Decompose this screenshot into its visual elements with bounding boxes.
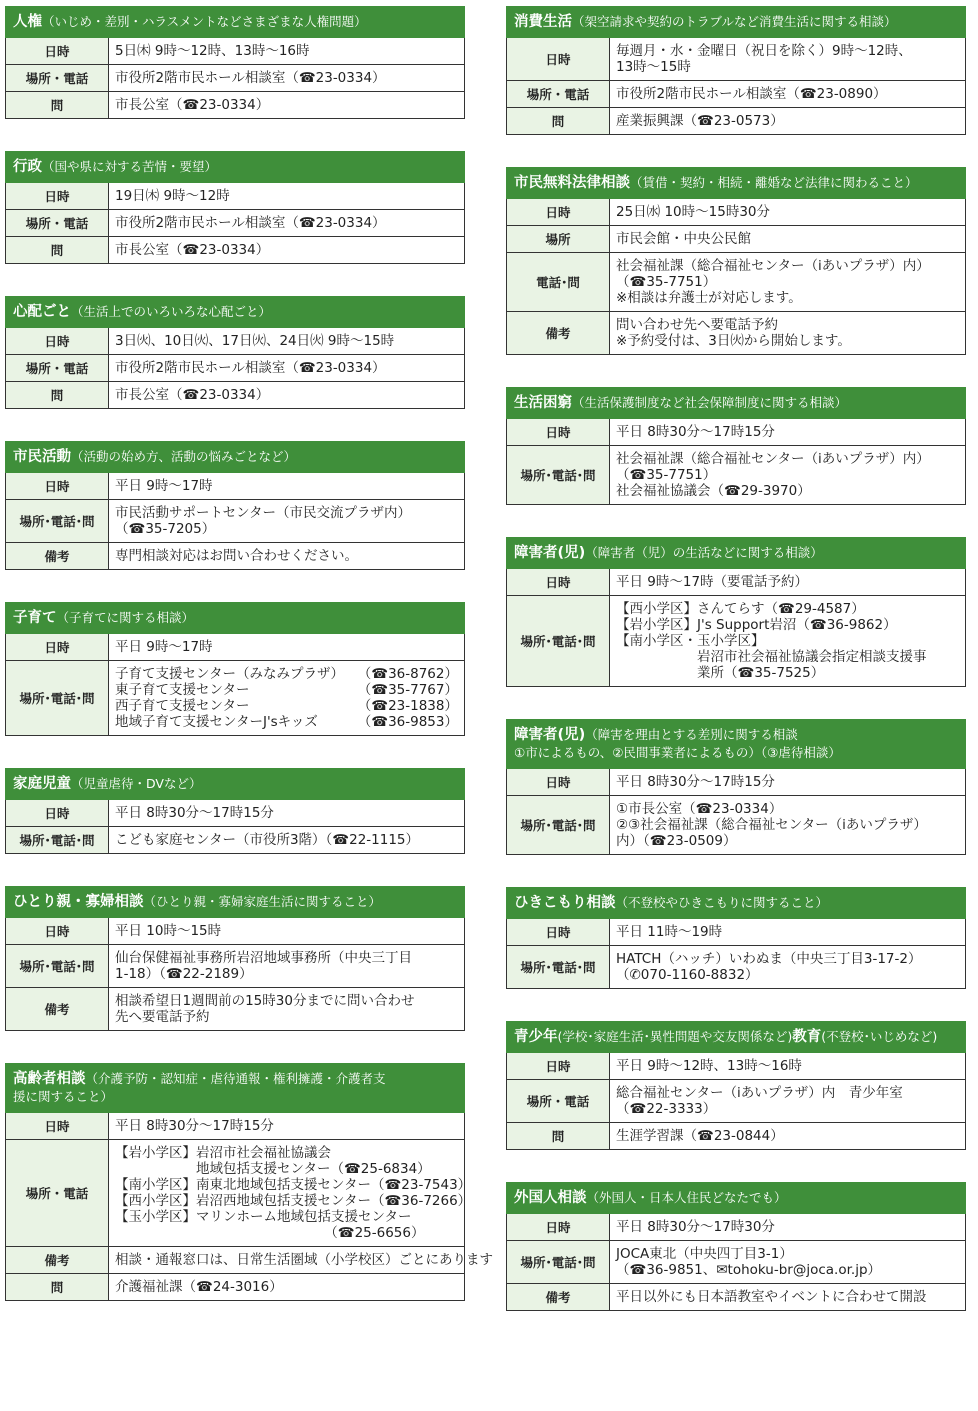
row-line: 毎週月・水・金曜日（祝日を除く）9時～12時、 xyxy=(616,43,912,59)
row-label: 場所･電話･問 xyxy=(507,1241,610,1283)
card-header xyxy=(5,886,465,918)
info-row xyxy=(506,81,966,108)
row-line: 岩沼市社会福祉協議会指定相談支援事 xyxy=(616,649,927,665)
card-header xyxy=(5,151,465,183)
row-value xyxy=(109,473,464,499)
consultation-card xyxy=(5,886,465,1031)
row-value xyxy=(610,1241,965,1283)
row-line: （☎25-6656） xyxy=(115,1225,425,1241)
row-line: 25日㈬ 10時～15時30分 xyxy=(616,204,771,220)
info-row xyxy=(5,355,465,382)
card-subtitle: （障害者（児）の生活などに関する相談） xyxy=(585,545,823,560)
info-row xyxy=(5,945,465,988)
row-value xyxy=(109,661,464,735)
row-value xyxy=(109,65,464,91)
row-line: 市役所2階市民ホール相談室（☎23-0890） xyxy=(616,86,887,102)
row-value xyxy=(610,108,965,134)
row-label: 日時 xyxy=(6,800,109,826)
row-label: 場所･電話･問 xyxy=(507,946,610,988)
info-row xyxy=(506,946,966,989)
row-label: 場所・電話 xyxy=(6,1140,109,1246)
card-title: 心配ごと xyxy=(13,304,71,320)
row-value xyxy=(610,199,965,225)
row-value xyxy=(109,355,464,381)
info-row xyxy=(5,918,465,945)
row-line: （☎35-7751） xyxy=(616,467,717,483)
card-subtitle: （外国人・日本人住民どなたでも） xyxy=(586,1190,787,1205)
card-subtitle: (学校･家庭生活･異性問題や交友関係など) xyxy=(557,1029,793,1044)
row-line: 平日 8時30分～17時15分 xyxy=(115,1118,274,1134)
card-subtitle: （いじめ・差別・ハラスメントなどさまざまな人権問題） xyxy=(42,14,367,29)
row-label: 場所・電話 xyxy=(6,65,109,91)
card-subtitle: （生活保護制度など社会保障制度に関する相談） xyxy=(572,395,848,410)
card-title: 市民無料法律相談 xyxy=(514,175,630,191)
card-subtitle: （介護予防・認知症・虐待通報・権利擁護・介護者支 xyxy=(85,1071,386,1086)
pair-tel: （☎36-8762） xyxy=(357,666,458,682)
card-header xyxy=(506,387,966,419)
info-row xyxy=(506,226,966,253)
consultation-card xyxy=(5,151,465,264)
row-label: 問 xyxy=(6,382,109,408)
info-row xyxy=(5,210,465,237)
card-subtitle: （賃借・契約・相続・離婚など法律に関わること） xyxy=(630,175,918,190)
card-subtitle: （活動の始め方、活動の悩みごとなど） xyxy=(71,449,297,464)
row-value xyxy=(109,634,464,660)
info-row xyxy=(5,38,465,65)
info-row xyxy=(5,543,465,570)
info-row xyxy=(506,796,966,855)
consultation-card xyxy=(5,296,465,409)
row-line: 13時～15時 xyxy=(616,59,691,75)
row-label: 備考 xyxy=(6,988,109,1030)
info-row xyxy=(506,38,966,81)
row-label: 電話･問 xyxy=(507,253,610,311)
card-subtitle: （子育てに関する相談） xyxy=(56,610,195,625)
row-label: 日時 xyxy=(6,634,109,660)
row-value xyxy=(109,543,464,569)
row-line: ②③社会福祉課（総合福祉センター（iあいプラザ） xyxy=(616,817,927,833)
row-label: 場所･電話･問 xyxy=(507,596,610,686)
info-row xyxy=(506,769,966,796)
info-row xyxy=(506,596,966,687)
row-label: 場所・電話 xyxy=(507,81,610,107)
row-line: （☎35-7751） xyxy=(616,274,717,290)
info-row xyxy=(5,634,465,661)
card-title: 人権 xyxy=(13,14,42,30)
info-row xyxy=(5,473,465,500)
info-row xyxy=(5,328,465,355)
row-value xyxy=(610,226,965,252)
row-line: 市役所2階市民ホール相談室（☎23-0334） xyxy=(115,215,386,231)
info-row xyxy=(506,569,966,596)
consultation-card xyxy=(506,719,966,855)
row-line: 平日 9時～17時 xyxy=(115,478,213,494)
info-row xyxy=(506,1080,966,1123)
row-line: 生涯学習課（☎23-0844） xyxy=(616,1128,784,1144)
card-title: ひとり親・寡婦相談 xyxy=(13,894,144,910)
card-title: 青少年 xyxy=(514,1029,558,1045)
row-line: 社会福祉課（総合福祉センター（iあいプラザ）内） xyxy=(616,258,930,274)
info-row xyxy=(506,253,966,312)
row-label: 備考 xyxy=(507,1284,610,1310)
row-label: 日時 xyxy=(6,918,109,944)
card-header xyxy=(506,1021,966,1053)
consultation-card xyxy=(5,441,465,570)
row-label: 場所・電話 xyxy=(6,355,109,381)
row-label: 日時 xyxy=(6,473,109,499)
card-title: 行政 xyxy=(13,159,42,175)
row-value xyxy=(109,500,464,542)
consultation-card xyxy=(506,167,966,355)
row-line: 平日 8時30分～17時15分 xyxy=(115,805,274,821)
card-header xyxy=(506,167,966,199)
info-row xyxy=(506,1284,966,1311)
row-line: 社会福祉課（総合福祉センター（iあいプラザ）内） xyxy=(616,451,930,467)
row-value xyxy=(610,1123,965,1149)
row-line: 業所（☎35-7525） xyxy=(616,665,825,681)
pair-line xyxy=(115,698,458,714)
row-line: 社会福祉協議会（☎29-3970） xyxy=(616,483,811,499)
row-label: 場所・電話 xyxy=(6,210,109,236)
card-header xyxy=(5,296,465,328)
consultation-card xyxy=(506,387,966,505)
pair-line xyxy=(115,682,458,698)
row-line: 【南小学区】南東北地域包括支援センター（☎23-7543） xyxy=(115,1177,472,1193)
row-value xyxy=(109,800,464,826)
row-value xyxy=(109,945,464,987)
row-label: 場所･電話･問 xyxy=(6,945,109,987)
card-header xyxy=(5,768,465,800)
row-line: 1-18）（☎22-2189） xyxy=(115,966,253,982)
row-line: 介護福祉課（☎24-3016） xyxy=(115,1279,283,1295)
row-line: 産業振興課（☎23-0573） xyxy=(616,113,784,129)
row-label: 日時 xyxy=(507,1214,610,1240)
info-row xyxy=(506,1214,966,1241)
row-line: 【西小学区】さんてらす（☎29-4587） xyxy=(616,601,865,617)
row-line: （✆070-1160-8832） xyxy=(616,967,759,983)
info-row xyxy=(5,827,465,854)
card-header xyxy=(5,1063,465,1113)
row-value xyxy=(610,1284,965,1310)
card-header xyxy=(506,1182,966,1214)
card-title: 市民活動 xyxy=(13,449,71,465)
row-line: （☎22-3333） xyxy=(616,1101,717,1117)
info-row xyxy=(5,500,465,543)
info-row xyxy=(5,65,465,92)
card-subtitle: （架空請求や契約のトラブルなど消費生活に関する相談） xyxy=(572,14,897,29)
row-label: 問 xyxy=(507,108,610,134)
row-value xyxy=(109,1113,464,1139)
row-line: ※予約受付は、3日㈫から開始します。 xyxy=(616,333,851,349)
card-subtitle-3: (不登校･いじめなど) xyxy=(821,1029,938,1044)
row-label: 日時 xyxy=(507,919,610,945)
row-label: 備考 xyxy=(6,1247,109,1273)
card-header xyxy=(506,6,966,38)
row-label: 日時 xyxy=(507,38,610,80)
row-value xyxy=(610,312,965,354)
row-line: 【岩小学区】岩沼市社会福祉協議会 xyxy=(115,1145,331,1161)
row-line: 平日 9時～17時（要電話予約） xyxy=(616,574,809,590)
row-label: 日時 xyxy=(6,183,109,209)
consultation-card xyxy=(506,6,966,135)
info-row xyxy=(5,1274,465,1301)
row-line: 3日㈫、10日㈫、17日㈫、24日㈫ 9時～15時 xyxy=(115,333,395,349)
row-line: 市長公室（☎23-0334） xyxy=(115,387,270,403)
row-value xyxy=(109,328,464,354)
card-title: 生活困窮 xyxy=(514,395,572,411)
row-label: 場所･電話･問 xyxy=(6,500,109,542)
row-line: 平日 8時30分～17時30分 xyxy=(616,1219,775,1235)
row-line: ①市長公室（☎23-0334） xyxy=(616,801,783,817)
row-line: 【玉小学区】マリンホーム地域包括支援センター xyxy=(115,1209,412,1225)
row-value xyxy=(109,1247,499,1273)
card-subtitle: （障害を理由とする差別に関する相談 xyxy=(585,727,798,742)
info-row xyxy=(5,1113,465,1140)
card-header xyxy=(5,441,465,473)
row-line: HATCH（ハッチ）いわぬま（中央三丁目3-17-2） xyxy=(616,951,922,967)
row-label: 日時 xyxy=(6,38,109,64)
row-line: 5日㈭ 9時～12時、13時～16時 xyxy=(115,43,310,59)
info-row xyxy=(506,919,966,946)
row-line: 専門相談対応はお問い合わせください。 xyxy=(115,548,358,564)
card-subtitle: （国や県に対する苦情・要望） xyxy=(42,159,218,174)
card-header xyxy=(506,537,966,569)
consultation-card xyxy=(506,887,966,989)
row-line: 先へ要電話予約 xyxy=(115,1009,210,1025)
row-line: 総合福祉センター（iあいプラザ）内 青少年室 xyxy=(616,1085,903,1101)
row-line: 平日 11時～19時 xyxy=(616,924,723,940)
card-title: 高齢者相談 xyxy=(13,1071,86,1087)
info-row xyxy=(5,1140,472,1247)
row-label: 場所･電話･問 xyxy=(6,661,109,735)
row-label: 問 xyxy=(6,92,109,118)
row-value xyxy=(610,446,965,504)
row-line: 相談・通報窓口は、日常生活圏域（小学校区）ごとにあります xyxy=(115,1252,493,1268)
row-line: 市役所2階市民ホール相談室（☎23-0334） xyxy=(115,70,386,86)
info-row xyxy=(5,183,465,210)
pair-tel: （☎35-7767） xyxy=(357,682,458,698)
row-value xyxy=(109,210,464,236)
row-line: 【岩小学区】J's Support岩沼（☎36-9862） xyxy=(616,617,897,633)
row-line: 相談希望日1週間前の15時30分までに問い合わせ xyxy=(115,993,415,1009)
card-header xyxy=(5,602,465,634)
info-row xyxy=(5,661,465,736)
consultation-card xyxy=(506,537,966,687)
row-line: 市長公室（☎23-0334） xyxy=(115,97,270,113)
row-line: 平日 8時30分～17時15分 xyxy=(616,424,775,440)
row-line: 【南小学区・玉小学区】 xyxy=(616,633,765,649)
row-value xyxy=(610,253,965,311)
row-label: 場所・電話 xyxy=(507,1080,610,1122)
row-label: 場所 xyxy=(507,226,610,252)
row-line: 仙台保健福祉事務所岩沼地域事務所（中央三丁目 xyxy=(115,950,412,966)
row-label: 問 xyxy=(507,1123,610,1149)
row-label: 日時 xyxy=(507,769,610,795)
pair-tel: （☎36-9853） xyxy=(357,714,458,730)
card-title: 子育て xyxy=(13,610,57,626)
row-line: 平日 10時～15時 xyxy=(115,923,222,939)
pair-line xyxy=(115,714,458,730)
row-value xyxy=(109,38,464,64)
row-value xyxy=(610,569,965,595)
row-label: 日時 xyxy=(507,1053,610,1079)
info-row xyxy=(5,1247,493,1274)
info-row xyxy=(506,312,966,355)
card-title: 外国人相談 xyxy=(514,1190,587,1206)
row-value xyxy=(610,1214,965,1240)
row-value xyxy=(109,1140,477,1246)
pair-name: 東子育て支援センター xyxy=(115,682,250,698)
pair-tel: （☎23-1838） xyxy=(357,698,458,714)
row-line: 市民会館・中央公民館 xyxy=(616,231,751,247)
consultation-card xyxy=(5,1063,493,1301)
row-label: 場所･電話･問 xyxy=(507,446,610,504)
info-row xyxy=(506,1053,966,1080)
row-label: 問 xyxy=(6,1274,109,1300)
card-subtitle-2: 援に関すること） xyxy=(13,1089,114,1104)
row-value xyxy=(109,827,464,853)
row-label: 備考 xyxy=(507,312,610,354)
row-value xyxy=(109,92,464,118)
row-line: 平日 9時～12時、13時～16時 xyxy=(616,1058,802,1074)
row-value xyxy=(109,382,464,408)
row-value xyxy=(610,419,965,445)
row-value xyxy=(610,796,965,854)
consultation-card xyxy=(5,6,465,119)
row-value xyxy=(109,1274,464,1300)
row-value xyxy=(610,596,965,686)
row-line: 市長公室（☎23-0334） xyxy=(115,242,270,258)
info-row xyxy=(506,1123,966,1150)
info-row xyxy=(5,988,465,1031)
card-subtitle: （児童虐待・DVなど） xyxy=(71,776,202,791)
card-header xyxy=(506,887,966,919)
consultation-card xyxy=(5,602,465,736)
right-column xyxy=(506,6,966,1343)
row-value xyxy=(610,38,965,80)
row-line: （☎35-7205） xyxy=(115,521,216,537)
row-label: 日時 xyxy=(507,419,610,445)
info-row xyxy=(5,382,465,409)
row-line: 平日 8時30分～17時15分 xyxy=(616,774,775,790)
row-label: 問 xyxy=(6,237,109,263)
card-title: 障害者(児) xyxy=(514,545,586,561)
row-value xyxy=(109,918,464,944)
card-subtitle: （生活上でのいろいろな心配ごと） xyxy=(71,304,272,319)
row-line: こども家庭センター（市役所3階）（☎22-1115） xyxy=(115,832,420,848)
card-header xyxy=(506,719,966,769)
pair-name: 西子育て支援センター xyxy=(115,698,250,714)
card-title: 障害者(児) xyxy=(514,727,586,743)
pair-line xyxy=(115,666,458,682)
card-title: ひきこもり相談 xyxy=(514,895,616,911)
row-value xyxy=(610,769,965,795)
row-value xyxy=(109,183,464,209)
pair-name: 地域子育て支援センターJ'sキッズ xyxy=(115,714,318,730)
row-line: JOCA東北（中央四丁目3-1） xyxy=(616,1246,793,1262)
row-line: 地域包括支援センター（☎25-6834） xyxy=(115,1161,431,1177)
card-subtitle: （ひとり親・寡婦家庭生活に関すること） xyxy=(143,894,382,909)
info-row xyxy=(5,92,465,119)
row-value xyxy=(610,919,965,945)
card-title-2: 教育 xyxy=(792,1029,822,1045)
pair-name: 子育て支援センター（みなみプラザ） xyxy=(115,666,344,682)
row-line: ※相談は弁護士が対応します。 xyxy=(616,290,802,306)
card-subtitle: （不登校やひきこもりに関すること） xyxy=(615,895,829,910)
card-title: 消費生活 xyxy=(514,14,572,30)
row-label: 日時 xyxy=(6,1113,109,1139)
row-label: 日時 xyxy=(6,328,109,354)
row-value xyxy=(109,237,464,263)
info-row xyxy=(506,1241,966,1284)
info-row xyxy=(506,419,966,446)
row-value xyxy=(610,1053,965,1079)
row-value xyxy=(610,1080,965,1122)
row-label: 場所･電話･問 xyxy=(6,827,109,853)
row-value xyxy=(109,988,464,1030)
consultation-card xyxy=(5,768,465,854)
row-line: 平日 9時～17時 xyxy=(115,639,213,655)
row-label: 日時 xyxy=(507,199,610,225)
left-column xyxy=(5,6,493,1333)
row-line: （☎36-9851、✉tohoku-br@joca.or.jp） xyxy=(616,1262,882,1278)
row-line: 内）（☎23-0509） xyxy=(616,833,737,849)
info-row xyxy=(5,800,465,827)
row-line: 19日㈭ 9時～12時 xyxy=(115,188,230,204)
row-line: 市役所2階市民ホール相談室（☎23-0334） xyxy=(115,360,386,376)
info-row xyxy=(5,237,465,264)
consultation-card xyxy=(506,1182,966,1311)
row-label: 日時 xyxy=(507,569,610,595)
row-line: 市民活動サポートセンター（市民交流プラザ内） xyxy=(115,505,412,521)
row-value xyxy=(610,81,965,107)
row-value xyxy=(610,946,965,988)
card-title: 家庭児童 xyxy=(13,776,71,792)
info-row xyxy=(506,108,966,135)
row-label: 場所･電話･問 xyxy=(507,796,610,854)
row-line: 【西小学区】岩沼西地域包括支援センター（☎36-7266） xyxy=(115,1193,472,1209)
row-line: 問い合わせ先へ要電話予約 xyxy=(616,317,778,333)
card-header xyxy=(5,6,465,38)
row-line: 平日以外にも日本語教室やイベントに合わせて開設 xyxy=(616,1289,927,1305)
info-row xyxy=(506,199,966,226)
info-row xyxy=(506,446,966,505)
consultation-card xyxy=(506,1021,966,1150)
card-subtitle-2: ①市によるもの、②民間事業者によるもの）（③虐待相談） xyxy=(514,745,841,760)
row-label: 備考 xyxy=(6,543,109,569)
